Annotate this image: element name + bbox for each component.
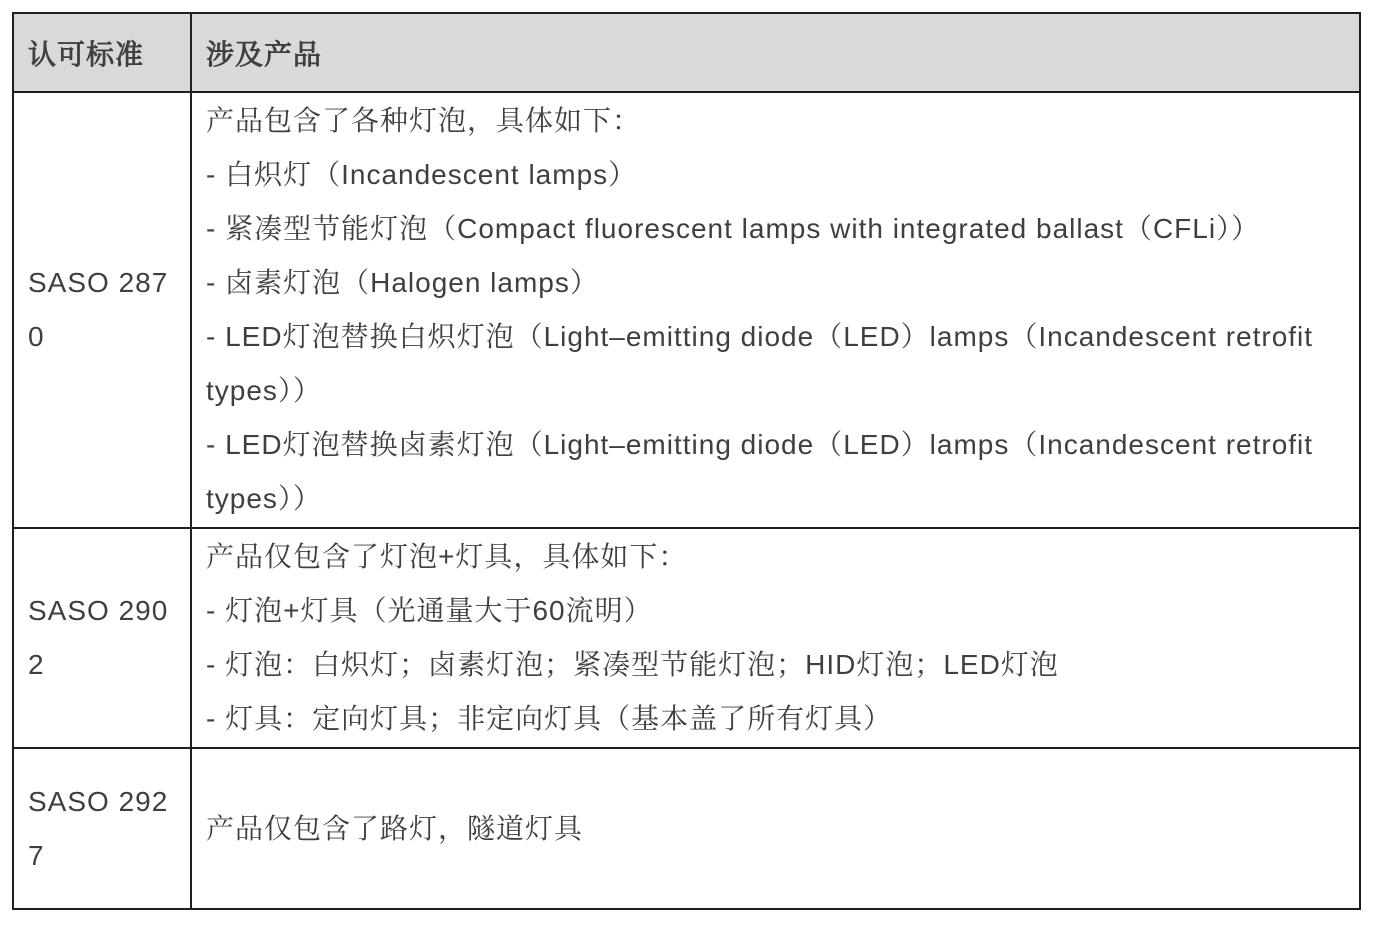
- standards-table: [12, 12, 1361, 910]
- product-line: - 灯具：定向灯具；非定向灯具（基本盖了所有灯具）: [206, 703, 893, 734]
- header-row: [13, 13, 1360, 92]
- standard-code: SASO 2902: [28, 595, 169, 680]
- table-head: [13, 13, 1360, 92]
- table-row: [13, 748, 1360, 909]
- product-line: - LED灯泡替换白炽灯泡（Light–emitting diode（LED）lamps（Incandescent retrofit types））: [206, 321, 1314, 406]
- header-cell-standard: 认可标准: [13, 13, 191, 92]
- table-row: [13, 92, 1360, 528]
- product-line: - 灯泡+灯具（光通量大于60流明）: [206, 595, 653, 626]
- table-body: [13, 92, 1360, 909]
- product-line: - 灯泡：白炽灯；卤素灯泡；紧凑型节能灯泡；HID灯泡；LED灯泡: [206, 649, 1059, 680]
- product-line: 产品包含了各种灯泡，具体如下：: [206, 105, 642, 136]
- products-cell: [191, 748, 1360, 909]
- standard-cell: [13, 92, 191, 528]
- product-line: - 卤素灯泡（Halogen lamps）: [206, 267, 599, 298]
- header-cell-products: 涉及产品: [191, 13, 1360, 92]
- products-cell: [191, 92, 1360, 528]
- product-line: - LED灯泡替换卤素灯泡（Light–emitting diode（LED）lamps（Incandescent retrofit types））: [206, 429, 1314, 514]
- product-line: 产品仅包含了路灯，隧道灯具: [206, 812, 584, 844]
- products-cell: [191, 528, 1360, 748]
- product-line: 产品仅包含了灯泡+灯具，具体如下：: [206, 541, 688, 572]
- standard-cell: [13, 748, 191, 909]
- standard-code: SASO 2870: [28, 267, 169, 352]
- table-row: [13, 528, 1360, 748]
- product-line: - 白炽灯（Incandescent lamps）: [206, 159, 638, 190]
- standard-cell: [13, 528, 191, 748]
- standard-code: SASO 2927: [28, 785, 169, 871]
- product-line: - 紧凑型节能灯泡（Compact fluorescent lamps with integrated ballast（CFLi））: [206, 213, 1261, 244]
